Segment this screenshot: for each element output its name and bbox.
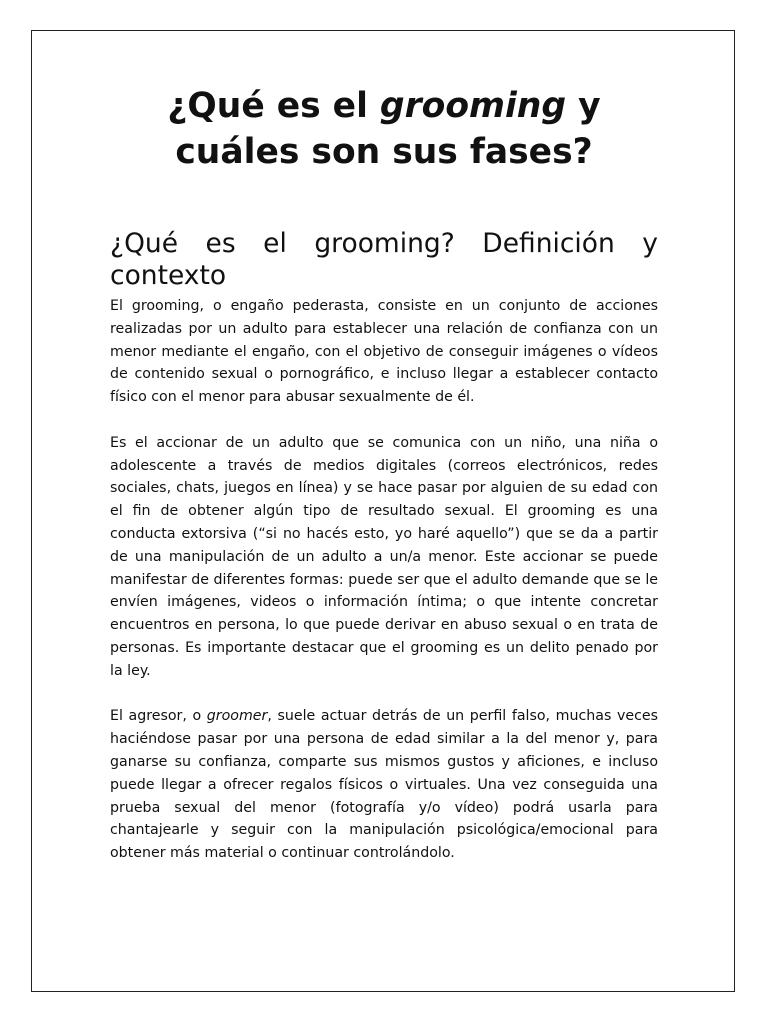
document-page xyxy=(31,30,735,992)
paragraph-3 xyxy=(110,705,658,865)
document-title xyxy=(110,83,658,175)
document-content xyxy=(110,83,658,865)
title-part-2: y cuáles son sus fases? xyxy=(175,86,601,172)
paragraph-3-after: , suele actuar detrás de un perfil falso, muchas veces haciéndose pasar por una persona de edad similar a la del menor y, para ganarse su confianza, comparte sus mismos gustos y aficiones, e incluso puede llegar a ofrecer regalos físicos o virtuales. Una vez conseguida una prueba sexual del menor (fotografía y/o vídeo) podrá usarla para chantajearle y seguir con la manipulación psicológica/emocional para obtener más material o continuar controlándolo. xyxy=(110,708,658,862)
body-text xyxy=(110,295,658,865)
section-heading: ¿Qué es el grooming? Definición y contexto xyxy=(110,228,658,291)
paragraph-2: Es el accionar de un adulto que se comunica con un niño, una niña o adolescente a través de medios digitales (correos electrónicos, redes sociales, chats, juegos en línea) y se hace pasar por alguien de su edad con el fin de obtener algún tipo de resultado sexual. El grooming es una conducta extorsiva (“si no hacés esto, yo haré aquello”) que se da a partir de una manipulación de un adulto a un/a menor. Este accionar se puede manifestar de diferentes formas: puede ser que el adulto demande que se le envíen imágenes, videos o información íntima; o que intente concretar encuentros en persona, lo que puede derivar en abuso sexual o en trata de personas. Es importante destacar que el grooming es un delito penado por la ley. xyxy=(110,434,658,679)
paragraph-3-emphasis: groomer xyxy=(206,708,268,725)
title-emphasis: grooming xyxy=(379,86,567,126)
paragraph-3-before: El agresor, o xyxy=(110,708,207,725)
title-part-1: ¿Qué es el xyxy=(167,86,380,126)
paragraph-1: El grooming, o engaño pederasta, consiste en un conjunto de acciones realizadas por un adulto para establecer una relación de confianza con un menor mediante el engaño, con el objetivo de conseguir imágenes o vídeos de contenido sexual o pornográfico, e incluso llegar a establecer contacto físico con el menor para abusar sexualmente de él. xyxy=(110,298,658,406)
